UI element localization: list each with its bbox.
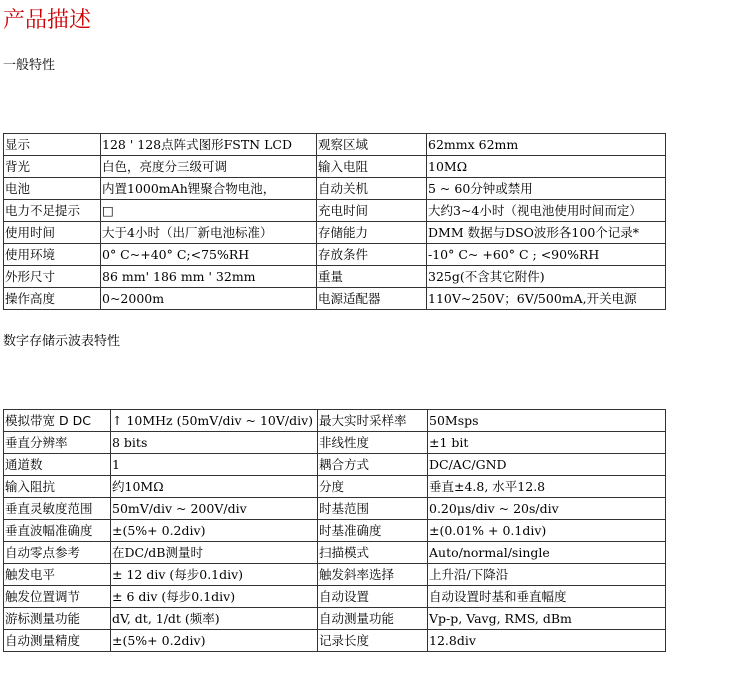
dso-value-cell: 50mV/div ~ 200V/div [111,498,318,520]
general-label-cell: 外形尺寸 [4,266,101,288]
dso-value-cell: 50Msps [428,410,666,432]
general-value-cell: 0~2000m [101,288,317,310]
dso-value-cell: 约10MΩ [111,476,318,498]
general-value-cell: 325g(不含其它附件) [427,266,666,288]
dso-value-cell: DC/AC/GND [428,454,666,476]
general-label-cell: 电力不足提示 [4,200,101,222]
dso-label-cell: 记录长度 [318,630,428,652]
general-label-cell: 显示 [4,134,101,156]
dso-row [4,542,666,564]
general-value-cell: 110V~250V；6V/500mA,开关电源 [427,288,666,310]
dso-value-cell: 1 [111,454,318,476]
general-value-cell: 白色，亮度分三级可调 [101,156,317,178]
general-label-cell: 输入电阻 [317,156,427,178]
dso-label-cell: 耦合方式 [318,454,428,476]
dso-spec-table [3,409,666,652]
dso-label-cell: 游标测量功能 [4,608,111,630]
dso-row [4,564,666,586]
dso-value-cell: ±1 bit [428,432,666,454]
general-value-cell: 0° C~+40° C;<75%RH [101,244,317,266]
general-value-cell: 128 ' 128点阵式图形FSTN LCD [101,134,317,156]
dso-value-cell: 在DC/dB测量时 [111,542,318,564]
dso-row [4,476,666,498]
dso-value-cell: Auto/normal/single [428,542,666,564]
general-value-cell: 10MΩ [427,156,666,178]
dso-label-cell: 触发电平 [4,564,111,586]
general-value-cell: □ [101,200,317,222]
dso-label-cell: 时基准确度 [318,520,428,542]
general-label-cell: 自动关机 [317,178,427,200]
dso-label-cell: 时基范围 [318,498,428,520]
dso-row [4,586,666,608]
dso-row [4,630,666,652]
page-title: 产品描述 [3,8,92,33]
dso-label-cell: 扫描模式 [318,542,428,564]
dso-value-cell: 垂直±4.8, 水平12.8 [428,476,666,498]
dso-row [4,454,666,476]
dso-value-cell: ± 12 div (每步0.1div) [111,564,318,586]
dso-value-cell: Vp-p, Vavg, RMS, dBm [428,608,666,630]
general-label-cell: 使用时间 [4,222,101,244]
dso-row [4,432,666,454]
general-value-cell: 大于4小时（出厂新电池标准） [101,222,317,244]
general-label-cell: 重量 [317,266,427,288]
dso-value-cell: ±(5%+ 0.2div) [111,520,318,542]
dso-value-cell: ↑ 10MHz (50mV/div ~ 10V/div) [111,410,318,432]
general-label-cell: 存放条件 [317,244,427,266]
general-value-cell: 86 mm' 186 mm ' 32mm [101,266,317,288]
section-title-dso: 数字存储示波表特性 [3,334,121,349]
general-label-cell: 电池 [4,178,101,200]
section-title-general: 一般特性 [3,58,56,73]
general-value-cell: 大约3~4小时（视电池使用时间而定） [427,200,666,222]
general-row [4,288,666,310]
dso-value-cell: 12.8div [428,630,666,652]
general-value-cell: 62mmx 62mm [427,134,666,156]
general-label-cell: 电源适配器 [317,288,427,310]
dso-label-cell: 垂直分辨率 [4,432,111,454]
dso-value-cell: ±(5%+ 0.2div) [111,630,318,652]
general-label-cell: 使用环境 [4,244,101,266]
general-value-cell: 内置1000mAh锂聚合物电池， [101,178,317,200]
general-value-cell: DMM 数据与DSO波形各100个记录* [427,222,666,244]
dso-row [4,608,666,630]
general-label-cell: 背光 [4,156,101,178]
dso-value-cell: ±(0.01% + 0.1div) [428,520,666,542]
dso-label-cell: 自动零点参考 [4,542,111,564]
dso-label-cell: 模拟带宽 D DC [4,410,111,432]
dso-row [4,410,666,432]
general-row [4,266,666,288]
dso-label-cell: 输入阻抗 [4,476,111,498]
dso-label-cell: 非线性度 [318,432,428,454]
dso-row [4,520,666,542]
general-value-cell: 5 ~ 60分钟或禁用 [427,178,666,200]
dso-value-cell: dV, dt, 1/dt (频率) [111,608,318,630]
dso-value-cell: 上升沿/下降沿 [428,564,666,586]
dso-label-cell: 分度 [318,476,428,498]
dso-label-cell: 自动设置 [318,586,428,608]
general-value-cell: -10° C~ +60° C ; <90%RH [427,244,666,266]
general-label-cell: 存储能力 [317,222,427,244]
dso-value-cell: 自动设置时基和垂直幅度 [428,586,666,608]
dso-value-cell: 8 bits [111,432,318,454]
general-spec-table [3,133,666,310]
dso-label-cell: 垂直波幅准确度 [4,520,111,542]
dso-row [4,498,666,520]
general-row [4,244,666,266]
dso-label-cell: 垂直灵敏度范围 [4,498,111,520]
dso-label-cell: 自动测量精度 [4,630,111,652]
dso-label-cell: 自动测量功能 [318,608,428,630]
general-label-cell: 操作高度 [4,288,101,310]
general-row [4,134,666,156]
general-label-cell: 充电时间 [317,200,427,222]
dso-label-cell: 触发斜率选择 [318,564,428,586]
general-label-cell: 观察区域 [317,134,427,156]
dso-value-cell: ± 6 div (每步0.1div) [111,586,318,608]
general-row [4,178,666,200]
dso-label-cell: 最大实时采样率 [318,410,428,432]
dso-value-cell: 0.20μs/div ~ 20s/div [428,498,666,520]
general-row [4,156,666,178]
general-row [4,200,666,222]
dso-label-cell: 触发位置调节 [4,586,111,608]
general-row [4,222,666,244]
dso-label-cell: 通道数 [4,454,111,476]
